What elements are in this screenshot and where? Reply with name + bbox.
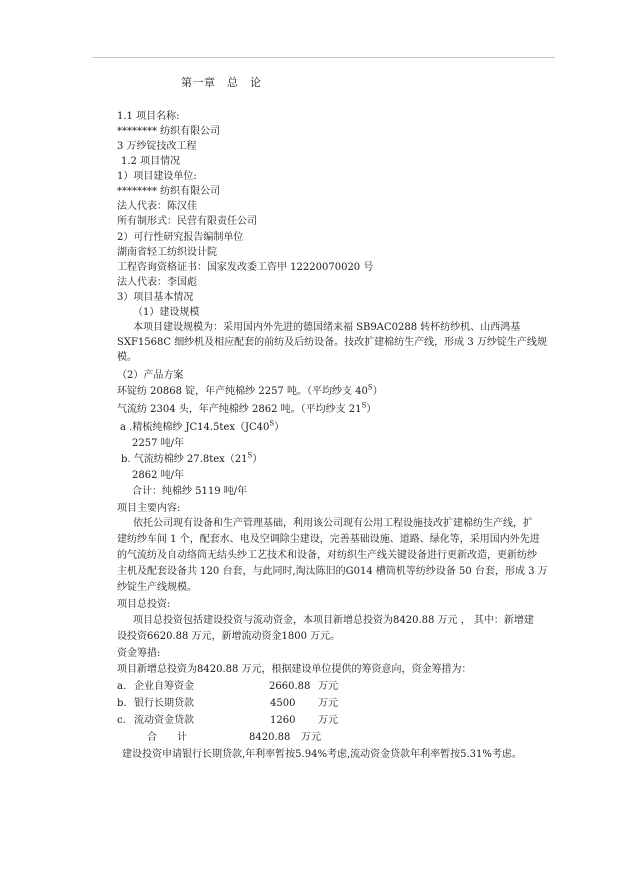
row-mark: c. xyxy=(117,715,126,726)
item-1-heading: 1）项目建设单位: xyxy=(117,171,197,182)
row-unit: 万元 xyxy=(318,698,338,709)
content-paragraph-line-5: 纱锭生产线规模。 xyxy=(117,582,197,593)
company-name-2: ******** 纺织有限公司 xyxy=(117,186,221,197)
content-heading: 项目主要内容: xyxy=(117,503,181,514)
scale-paragraph-line-2: SXF1568C 细纱机及相应配套的前纺及后纺设备。技改扩建棉纺生产线，形成 3 万纱锭生产线规 xyxy=(117,337,547,348)
scale-paragraph-line-3: 模。 xyxy=(117,352,137,363)
row-label: 企业自筹资金 xyxy=(134,681,194,692)
row-label: 银行长期贷款 xyxy=(134,698,194,709)
row-amount: 2660.88 xyxy=(269,681,311,692)
funding-intro: 项目新增总投资为8420.88 万元，根据建设单位提供的筹资意向，资金筹措为： xyxy=(117,664,472,675)
total-unit: 万元 xyxy=(301,732,321,743)
scale-paragraph-line-1: 本项目建设规模为：采用国内外先进的德国绪来福 SB9AC0288 转杯纺纱机、山西鸿基 xyxy=(133,322,521,333)
item-3-heading: 3）项目基本情况 xyxy=(117,292,194,303)
row-unit: 万元 xyxy=(318,715,338,726)
total-label: 合 计 xyxy=(147,732,187,743)
scale-heading: （1）建设规模 xyxy=(133,307,200,318)
section-1-1: 1.1 项目名称: xyxy=(117,111,180,122)
legal-representative-2: 法人代表：李国彪 xyxy=(117,277,197,288)
air-spinning-line: 气流纺 2304 头，年产纯棉纱 2862 吨。（平均纱支 $21^S$） xyxy=(117,401,377,415)
header-rule xyxy=(92,57,555,58)
loan-interest-note: 建设投资申请银行长期贷款,年利率暂按5.94%考虑,流动资金贷款年利率暂按5.31%考虑。 xyxy=(122,749,522,760)
row-label: 流动资金贷款 xyxy=(134,715,194,726)
product-a: a .精梳纯棉纱 $JC14.5tex(JC40^S)$ xyxy=(120,419,285,433)
product-total: 合计：纯棉纱 5119 吨/年 xyxy=(132,486,248,497)
investment-paragraph-line-1: 项目总投资包括建设投资与流动资金，本项目新增总投资为8420.88 万元 ， 其中：新增建 xyxy=(133,615,534,626)
content-paragraph-line-4: 主机及配套设备共 120 台套，与此同时,淘汰陈旧的G014 槽筒机等纺纱设备 50 台套，形成 3 万 xyxy=(117,566,548,577)
row-amount: 1260 xyxy=(270,715,296,726)
item-2-heading: 2）可行性研究报告编制单位 xyxy=(117,232,244,243)
row-amount: 4500 xyxy=(270,698,296,709)
section-1-2: 1.2 项目情况 xyxy=(121,156,181,167)
content-paragraph-line-3: 的气流纺及自动络筒无结头纱工艺技术和设备，对纺织生产线关键设备进行更新改造，更新纺纱 xyxy=(117,550,537,561)
total-amount: 8420.88 xyxy=(249,732,291,743)
row-unit: 万元 xyxy=(318,681,338,692)
product-b: b. 气流纺棉纱 $27.8tex(21^S)$ xyxy=(121,451,263,465)
funding-heading: 资金筹措: xyxy=(117,648,161,659)
row-mark: a. xyxy=(117,681,127,692)
company-name: ******** 纺织有限公司 xyxy=(117,126,221,137)
qualification-cert: 工程咨询资格证书：国家发改委工咨甲 12220070020 号 xyxy=(117,262,374,273)
project-name: 3 万纱锭技改工程 xyxy=(117,141,197,152)
legal-representative: 法人代表：陈汉佳 xyxy=(117,201,197,212)
content-paragraph-line-1: 依托公司现有设备和生产管理基础，利用该公司现有公用工程设施技改扩建棉纺生产线，扩 xyxy=(133,518,533,529)
design-institute: 湖南省轻工纺织设计院 xyxy=(117,247,217,258)
investment-heading: 项目总投资: xyxy=(117,599,171,610)
chapter-title: 第一章 总 论 xyxy=(181,76,262,89)
row-mark: b. xyxy=(117,698,127,709)
investment-paragraph-line-2: 设投资6620.88 万元，新增流动资金1800 万元。 xyxy=(117,631,341,642)
product-a-quantity: 2257 吨/年 xyxy=(132,438,184,449)
ownership-type: 所有制形式：民营有限责任公司 xyxy=(117,216,257,227)
product-b-quantity: 2862 吨/年 xyxy=(132,470,184,481)
product-heading: （2）产品方案 xyxy=(117,370,184,381)
content-paragraph-line-2: 建纺纱车间 1 个，配套水、电及空调除尘建设，完善基础设施、道路、绿化等，采用国内外先进 xyxy=(117,534,540,545)
ring-spinning-line: 环锭纺 20868 锭，年产纯棉纱 2257 吨。（平均纱支 $40^S$） xyxy=(117,383,383,397)
